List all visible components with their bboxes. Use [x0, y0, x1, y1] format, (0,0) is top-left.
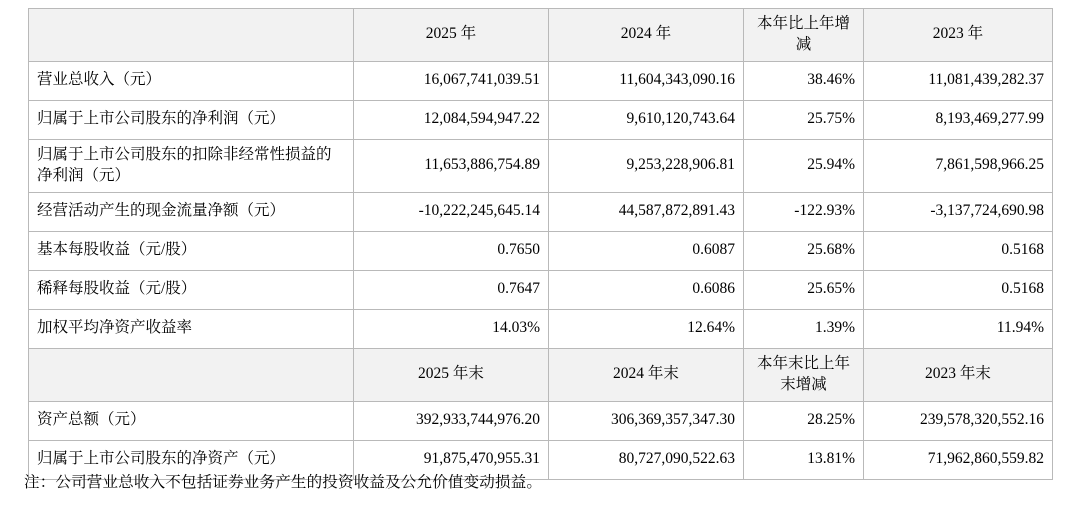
- row-value-2025: 0.7647: [354, 270, 549, 309]
- header-cell-2025: 2025 年: [354, 9, 549, 62]
- row-label: 资产总额（元）: [29, 401, 354, 440]
- header-cell-2023: 2023 年: [864, 9, 1053, 62]
- row-value-change: 38.46%: [744, 61, 864, 100]
- table-row: [29, 231, 1053, 270]
- row-value-2023: 11.94%: [864, 309, 1053, 348]
- table-row: [29, 100, 1053, 139]
- header-cell-2023-end: 2023 年末: [864, 348, 1053, 401]
- header-cell-2024: 2024 年: [549, 9, 744, 62]
- row-value-2024: 306,369,357,347.30: [549, 401, 744, 440]
- row-value-2024: 80,727,090,522.63: [549, 440, 744, 479]
- row-label: 加权平均净资产收益率: [29, 309, 354, 348]
- row-value-change: 25.65%: [744, 270, 864, 309]
- table-row: [29, 139, 1053, 192]
- table-header-row-yearend: [29, 348, 1053, 401]
- row-value-2025: 0.7650: [354, 231, 549, 270]
- row-value-2025: 11,653,886,754.89: [354, 139, 549, 192]
- row-value-change: 13.81%: [744, 440, 864, 479]
- header-cell-2025-end: 2025 年末: [354, 348, 549, 401]
- row-value-change: -122.93%: [744, 192, 864, 231]
- table-row: [29, 270, 1053, 309]
- header-cell-blank: [29, 9, 354, 62]
- row-value-2025: 14.03%: [354, 309, 549, 348]
- row-label: 稀释每股收益（元/股）: [29, 270, 354, 309]
- row-value-2023: 8,193,469,277.99: [864, 100, 1053, 139]
- row-value-2024: 11,604,343,090.16: [549, 61, 744, 100]
- financial-summary-table: [28, 8, 1053, 480]
- row-label: 归属于上市公司股东的净利润（元）: [29, 100, 354, 139]
- row-value-2023: 71,962,860,559.82: [864, 440, 1053, 479]
- row-value-2025: -10,222,245,645.14: [354, 192, 549, 231]
- table-footnote: 注：公司营业总收入不包括证券业务产生的投资收益及公允价值变动损益。: [24, 474, 543, 491]
- row-value-2023: 239,578,320,552.16: [864, 401, 1053, 440]
- row-label: 经营活动产生的现金流量净额（元）: [29, 192, 354, 231]
- table-row: [29, 309, 1053, 348]
- row-value-2025: 16,067,741,039.51: [354, 61, 549, 100]
- row-value-change: 1.39%: [744, 309, 864, 348]
- row-value-2023: 0.5168: [864, 231, 1053, 270]
- row-value-change: 28.25%: [744, 401, 864, 440]
- row-value-2023: -3,137,724,690.98: [864, 192, 1053, 231]
- row-value-change: 25.75%: [744, 100, 864, 139]
- row-value-2025: 12,084,594,947.22: [354, 100, 549, 139]
- row-value-2023: 7,861,598,966.25: [864, 139, 1053, 192]
- table-header-row-annual: [29, 9, 1053, 62]
- row-value-2024: 0.6087: [549, 231, 744, 270]
- row-value-2023: 11,081,439,282.37: [864, 61, 1053, 100]
- row-value-2024: 44,587,872,891.43: [549, 192, 744, 231]
- row-label: 基本每股收益（元/股）: [29, 231, 354, 270]
- row-value-2024: 12.64%: [549, 309, 744, 348]
- header-cell-2024-end: 2024 年末: [549, 348, 744, 401]
- row-label: 归属于上市公司股东的扣除非经常性损益的净利润（元）: [29, 139, 354, 192]
- row-value-2023: 0.5168: [864, 270, 1053, 309]
- row-value-change: 25.94%: [744, 139, 864, 192]
- row-value-2024: 9,253,228,906.81: [549, 139, 744, 192]
- row-value-2025: 91,875,470,955.31: [354, 440, 549, 479]
- row-value-2024: 0.6086: [549, 270, 744, 309]
- table-row: [29, 192, 1053, 231]
- table-row: [29, 61, 1053, 100]
- row-value-2024: 9,610,120,743.64: [549, 100, 744, 139]
- row-label: 归属于上市公司股东的净资产（元）: [29, 440, 354, 479]
- table-row: [29, 401, 1053, 440]
- row-label: 营业总收入（元）: [29, 61, 354, 100]
- header-cell-change: 本年比上年增减: [744, 9, 864, 62]
- header-cell-blank: [29, 348, 354, 401]
- header-cell-change-end: 本年末比上年末增减: [744, 348, 864, 401]
- row-value-2025: 392,933,744,976.20: [354, 401, 549, 440]
- row-value-change: 25.68%: [744, 231, 864, 270]
